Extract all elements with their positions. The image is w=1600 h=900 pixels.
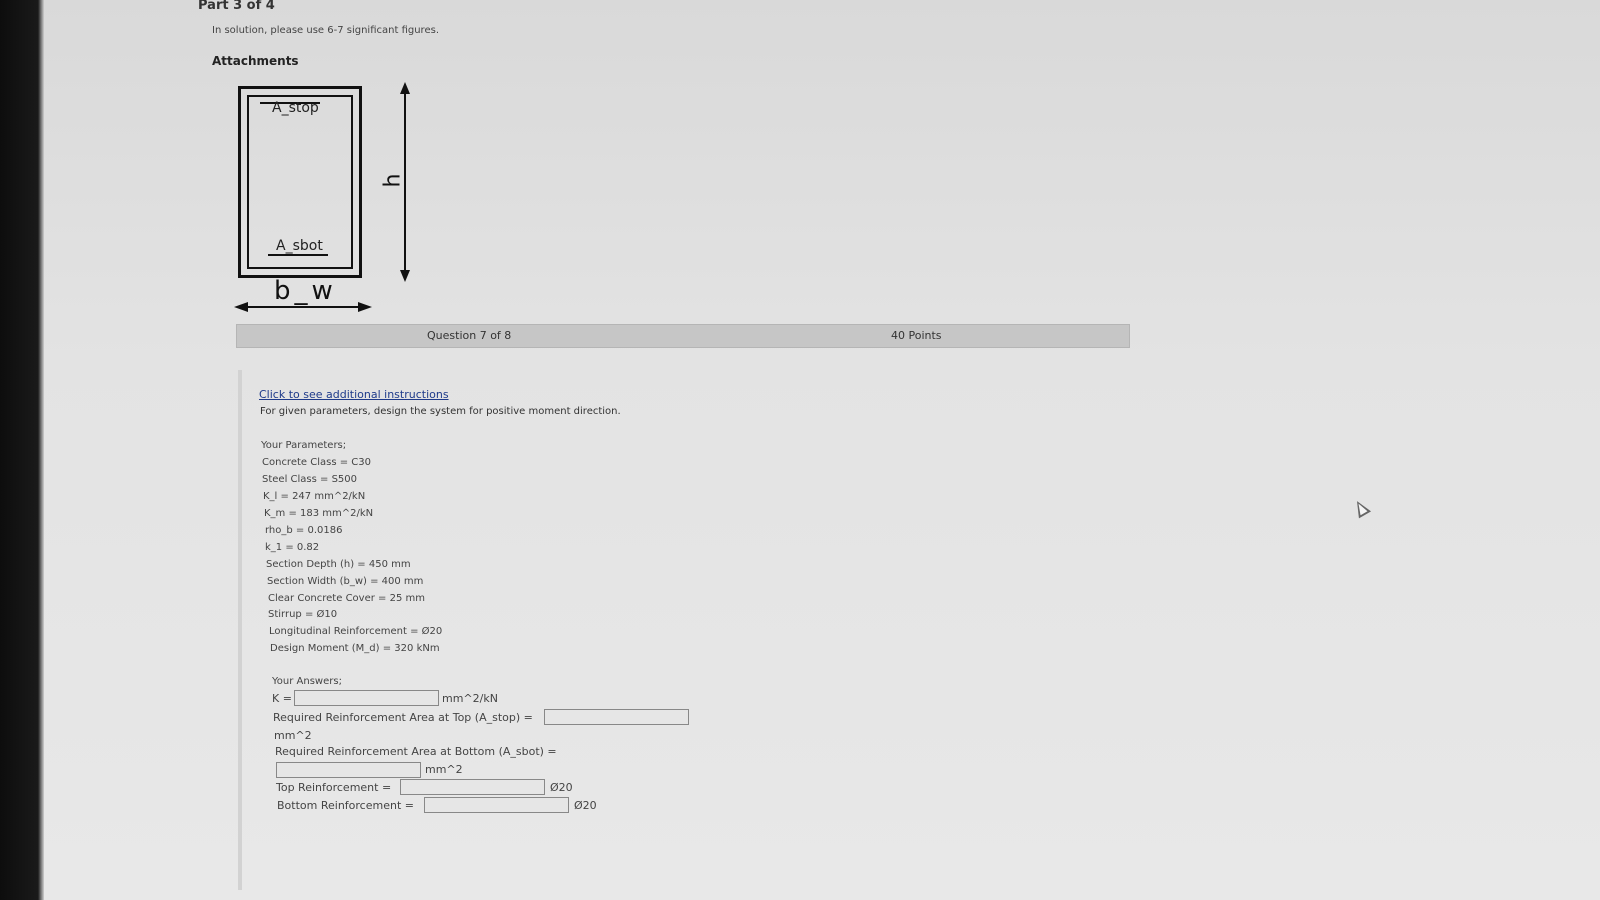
a-sbot-unit: mm^2 <box>425 763 463 776</box>
bottom-reinforcement-unit: Ø20 <box>574 799 597 812</box>
k-label: K = <box>272 692 292 705</box>
top-reinforcement-unit: Ø20 <box>550 781 573 794</box>
param-section-depth: Section Depth (h) = 450 mm <box>266 559 411 570</box>
a-stop-input[interactable] <box>544 709 689 725</box>
answers-heading: Your Answers; <box>272 676 342 687</box>
param-concrete-class: Concrete Class = C30 <box>262 457 371 468</box>
width-dimension-line <box>242 306 362 308</box>
param-k-m: K_m = 183 mm^2/kN <box>264 508 374 519</box>
part-title: Part 3 of 4 <box>198 0 275 13</box>
bottom-reinforcement-input[interactable] <box>424 797 569 813</box>
param-clear-cover: Clear Concrete Cover = 25 mm <box>268 593 425 604</box>
top-reinforcement-input[interactable] <box>400 779 545 795</box>
param-steel-class: Steel Class = S500 <box>262 474 358 485</box>
param-k-l: K_l = 247 mm^2/kN <box>263 491 366 502</box>
a-sbot-input[interactable] <box>276 762 421 778</box>
a-stop-label: A_stop <box>272 100 319 116</box>
a-sbot-label-text: Required Reinforcement Area at Bottom (A_sbot) = <box>275 745 557 758</box>
beam-section-figure <box>230 80 430 320</box>
k-unit: mm^2/kN <box>442 692 498 705</box>
top-reinforcement-label: Top Reinforcement = <box>276 781 392 794</box>
bottom-reinforcement-label: Bottom Reinforcement = <box>277 799 414 812</box>
question-header-bar <box>236 324 1130 348</box>
param-rho-b: rho_b = 0.0186 <box>265 525 343 536</box>
param-stirrup: Stirrup = Ø10 <box>268 609 338 620</box>
a-sbot-label: A_sbot <box>276 238 323 254</box>
parameters-heading: Your Parameters; <box>261 440 347 451</box>
question-prompt: For given parameters, design the system for positive moment direction. <box>260 406 621 417</box>
a-stop-label-text: Required Reinforcement Area at Top (A_stop) = <box>273 711 533 724</box>
question-number: Question 7 of 8 <box>427 329 512 342</box>
param-design-moment: Design Moment (M_d) = 320 kNm <box>270 643 440 654</box>
width-arrow-right-icon <box>358 302 372 312</box>
sig-figures-note: In solution, please use 6-7 significant figures. <box>212 25 439 36</box>
param-k-1: k_1 = 0.82 <box>265 542 320 553</box>
width-label: b_w <box>274 276 337 306</box>
a-stop-unit: mm^2 <box>274 729 312 742</box>
param-longitudinal-reinforcement: Longitudinal Reinforcement = Ø20 <box>269 626 443 637</box>
height-arrow-down-icon <box>400 270 410 282</box>
question-points: 40 Points <box>891 329 942 342</box>
bottom-rebar-line <box>268 254 328 256</box>
attachments-heading: Attachments <box>212 54 299 68</box>
k-input[interactable] <box>294 690 439 706</box>
height-label: h <box>380 173 406 188</box>
additional-instructions-link[interactable]: Click to see additional instructions <box>259 388 449 401</box>
question-body-rule <box>238 370 242 890</box>
param-section-width: Section Width (b_w) = 400 mm <box>267 576 424 587</box>
